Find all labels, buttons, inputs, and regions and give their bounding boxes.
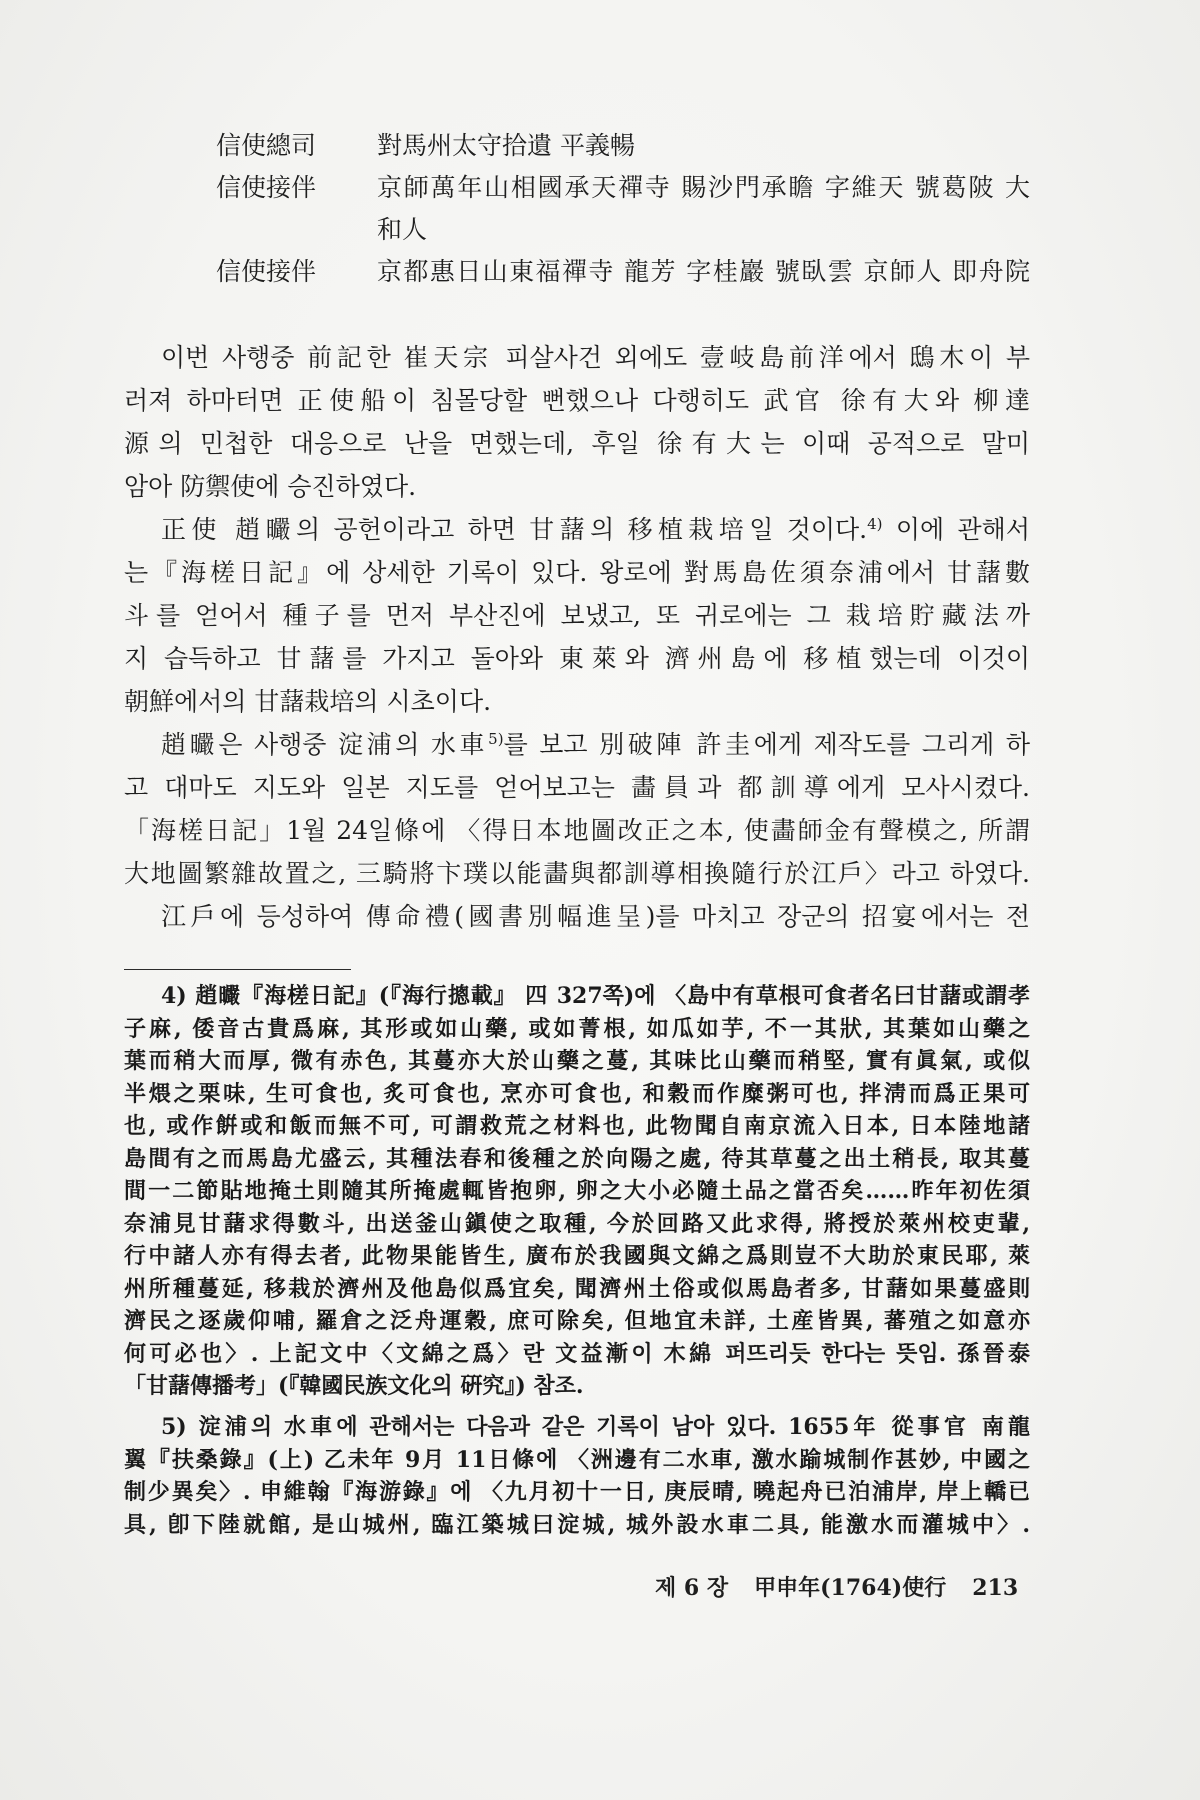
body-text — [124, 336, 1030, 938]
roster-role: 信使接伴 — [216, 173, 317, 202]
paragraph — [124, 508, 1030, 723]
chapter-title: 甲申年(1764)使行 — [754, 1575, 947, 1601]
footnote-line: 也, 或作餠或和飯而無不可, 可謂救荒之材料也, 此物聞自南京流入日本, 日本陸地諸 — [124, 1113, 1030, 1139]
footnote-line: 葉而稍大而厚, 微有赤色, 其蔓亦大於山藥之蔓, 其味比山藥而稍堅, 實有眞氣, 或似 — [124, 1048, 1030, 1074]
footnote-line: 子麻, 倭音古貴爲麻, 其形或如山藥, 或如菁根, 如瓜如芋, 不一其狀, 其葉如山藥之 — [124, 1015, 1030, 1042]
footnote-line — [161, 980, 1030, 1013]
text-line: 는『海槎日記』에 상세한 기록이 있다. 왕로에 對馬島佐須奈浦에서 甘藷數 — [124, 558, 1030, 587]
page-number: 213 — [972, 1575, 1019, 1601]
footnote-line: 制少異矣〉. 申維翰『海游錄』에 〈九月初十一日, 庚辰晴, 曉起舟已泊浦岸, 岸上轎已 — [124, 1479, 1030, 1505]
footnote-line — [161, 1411, 1030, 1444]
text-line: 江戶에 등성하여 傳命禮(國書別幅進呈)를 마치고 장군의 招宴에서는 전 — [161, 902, 1030, 931]
text-line: 斗를 얻어서 種子를 먼저 부산진에 보냈고, 또 귀로에는 그 栽培貯藏法까 — [124, 601, 1030, 630]
footnote-separator — [124, 969, 351, 970]
footnote-line: 奈浦見甘藷求得數斗, 出送釜山鎭使之取種, 今於回路又此求得, 將授於萊州校吏輩, — [124, 1210, 1030, 1237]
envoy-roster — [216, 125, 1030, 293]
paragraph — [124, 336, 1030, 508]
text-segment: 를 보고 別破陣 許圭에게 제작도를 그리게 하 — [503, 730, 1030, 759]
roster-role: 信使總司 — [216, 131, 317, 160]
footnote-line: 行中諸人亦有得去者, 此物果能皆生, 廣布於我國與文綿之爲則豈不大助於東民耶, 萊 — [124, 1243, 1030, 1269]
footnote-line: 間一二節貼地掩土則隨其所掩處輒皆抱卵, 卵之大小必隨土品之當否矣……昨年初佐須 — [124, 1178, 1030, 1204]
footnote-number: 4) — [161, 983, 187, 1009]
roster-role: 信使接伴 — [216, 257, 317, 286]
roster-text: 京師萬年山相國承天禪寺 賜沙門承瞻 字維天 號葛陂 大 — [377, 173, 1030, 202]
footnote-number: 5) — [161, 1414, 187, 1440]
text-line: 「海槎日記」1월 24일條에 〈得日本地圖改正之本, 使畵師金有聲模之, 所謂 — [124, 816, 1030, 845]
footnote-line: 濟民之逐歲仰哺, 羅倉之泛舟運穀, 庶可除矣, 但地宜未詳, 土産皆異, 蕃殖之如意亦 — [124, 1308, 1030, 1334]
text-line: 大地圖繁雜故置之, 三騎將卞璞以能畵與都訓導相換隨行於江戶〉라고 하였다. — [124, 859, 1030, 888]
footnote-line: 島間有之而馬島尤盛云, 其種法春和後種之於向陽之處, 待其草蔓之出土稍長, 取其蔓 — [124, 1145, 1030, 1172]
footnote-line-text: 淀浦의 水車에 관해서는 다음과 같은 기록이 남아 있다. 1655年 從事官 南龍 — [194, 1414, 1030, 1440]
footnote — [124, 980, 1030, 1403]
footnote-line: 「甘藷傳播考」(『韓國民族文化의 硏究』) 참조. — [124, 1373, 584, 1399]
footnote-reference: 4) — [867, 515, 883, 533]
text-segment: 正使 趙曮의 공헌이라고 하면 甘藷의 移植栽培일 것이다. — [161, 515, 868, 544]
roster-row — [216, 125, 1030, 167]
footnote-line: 州所種蔓延, 移栽於濟州及他島似爲宜矣, 聞濟州土俗或似馬島者多, 甘藷如果蔓盛則 — [124, 1275, 1030, 1302]
text-segment: 이에 관해서 — [882, 515, 1030, 544]
paragraph — [124, 723, 1030, 895]
text-line: 源의 민첩한 대응으로 난을 면했는데, 후일 徐有大는 이때 공적으로 말미 — [124, 429, 1030, 458]
footnote — [124, 1411, 1030, 1541]
text-line: 고 대마도 지도와 일본 지도를 얻어보고는 畵員과 都訓導에게 모사시켰다. — [124, 773, 1030, 802]
text-line: 암아 防禦使에 승진하였다. — [124, 472, 417, 501]
roster-row — [216, 251, 1030, 293]
roster-text: 京都惠日山東福禪寺 龍芳 字桂巖 號臥雲 京師人 即舟院 — [377, 257, 1030, 286]
text-line — [161, 723, 1030, 766]
roster-text: 對馬州太守拾遺 平義暢 — [377, 131, 635, 160]
text-line: 러져 하마터면 正使船이 침몰당할 뻔했으나 다행히도 武官 徐有大와 柳達 — [124, 386, 1030, 415]
roster-row-continuation — [216, 209, 1030, 251]
footnote-line: 半煨之栗味, 生可食也, 炙可食也, 烹亦可食也, 和穀而作糜粥可也, 拌淸而爲正果可 — [124, 1080, 1030, 1107]
text-segment: 趙曮은 사행중 淀浦의 水車 — [161, 730, 489, 759]
footnote-line: 何可必也〉. 上記文中〈文綿之爲〉란 文益漸이 木綿 퍼뜨리듯 한다는 뜻임. 孫晉泰 — [124, 1340, 1030, 1367]
roster-text: 和人 — [377, 215, 428, 244]
footnote-line: 翼『扶桑錄』(上) 乙未年 9月 11日條에 〈洲邊有二水車, 激水踰城制作甚妙, 中國之 — [124, 1446, 1030, 1473]
footnote-line-text: 趙曮『海槎日記』(『海行摠載』 四 327쪽)에 〈島中有草根可食者名曰甘藷或謂孝 — [194, 983, 1030, 1009]
text-line: 이번 사행중 前記한 崔天宗 피살사건 외에도 壹岐島前洋에서 鴟木이 부 — [161, 343, 1030, 372]
page-footer — [655, 1570, 1018, 1606]
text-line — [161, 508, 1030, 551]
roster-row — [216, 167, 1030, 209]
footnote-reference: 5) — [488, 730, 504, 748]
footnote-line: 具, 卽下陸就館, 是山城州, 臨江築城曰淀城, 城外設水車二具, 能激水而灌城中〉. — [124, 1511, 1030, 1538]
text-line: 朝鮮에서의 甘藷栽培의 시초이다. — [124, 687, 492, 716]
text-line: 지 습득하고 甘藷를 가지고 돌아와 東萊와 濟州島에 移植했는데 이것이 — [124, 644, 1030, 673]
paragraph — [124, 895, 1030, 938]
chapter-label: 제 6 장 — [655, 1575, 729, 1601]
